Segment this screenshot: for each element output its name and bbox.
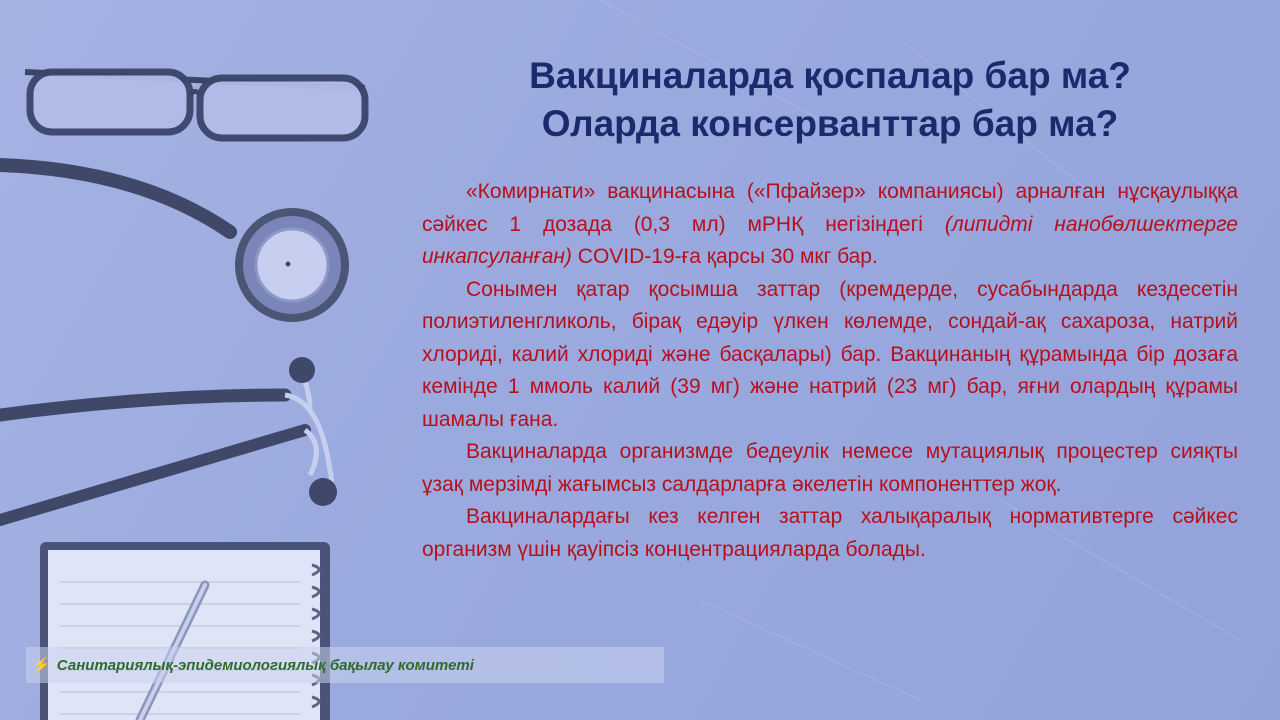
footer-text: Санитариялық-эпидемиологиялық бақылау комитеті bbox=[56, 656, 474, 674]
stethoscope-icon bbox=[0, 165, 345, 520]
glasses-icon bbox=[25, 72, 365, 138]
paragraph-4: Вакциналардағы кез келген заттар халықаралық нормативтерге сәйкес организм үшін қауіпсіз концентрацияларда болады. bbox=[422, 505, 1238, 561]
footer-bar bbox=[26, 647, 664, 683]
paragraph-1 bbox=[422, 176, 1238, 274]
notebook-icon bbox=[40, 542, 330, 720]
title-line-1: Вакциналарда қоспалар бар ма? bbox=[529, 55, 1131, 96]
title-line-2: Оларда консерванттар бар ма? bbox=[541, 103, 1119, 144]
lightning-icon: ⚡ bbox=[32, 657, 51, 674]
paragraph-1-italic: (липидті нанобөлшектерге инкапсуланған) bbox=[422, 212, 1238, 268]
paragraph-1-text-end: COVID-19-ға қарсы 30 мкг бар. bbox=[571, 245, 878, 268]
paragraph-3: Вакциналарда организмде бедеулік немесе мутациялық процестер сияқты ұзақ мерзімді жағымсыз салдарларға әкелетін компоненттер жоқ. bbox=[422, 440, 1238, 496]
body-text bbox=[422, 176, 1238, 566]
paragraph-1-text-start: «Комирнати» вакцинасына («Пфайзер» компаниясы) арналған нұсқаулыққа сәйкес 1 дозада (0,3 мл) мРНҚ негізіндегі bbox=[422, 180, 1238, 236]
paragraph-2: Сонымен қатар қосымша заттар (кремдерде, сусабындарда кездесетін полиэтиленгликоль, бірақ едәуір үлкен көлемде, сондай-ақ сахароза, натрий хлориді, калий хлориді және басқалары) бар. Вакцинаның құрамында бір дозаға кемінде 1 ммоль калий (39 мг) және натрий (23 мг) бар, яғни олардың құрамы шамалы ғана. bbox=[422, 277, 1238, 431]
slide-title bbox=[430, 52, 1230, 148]
